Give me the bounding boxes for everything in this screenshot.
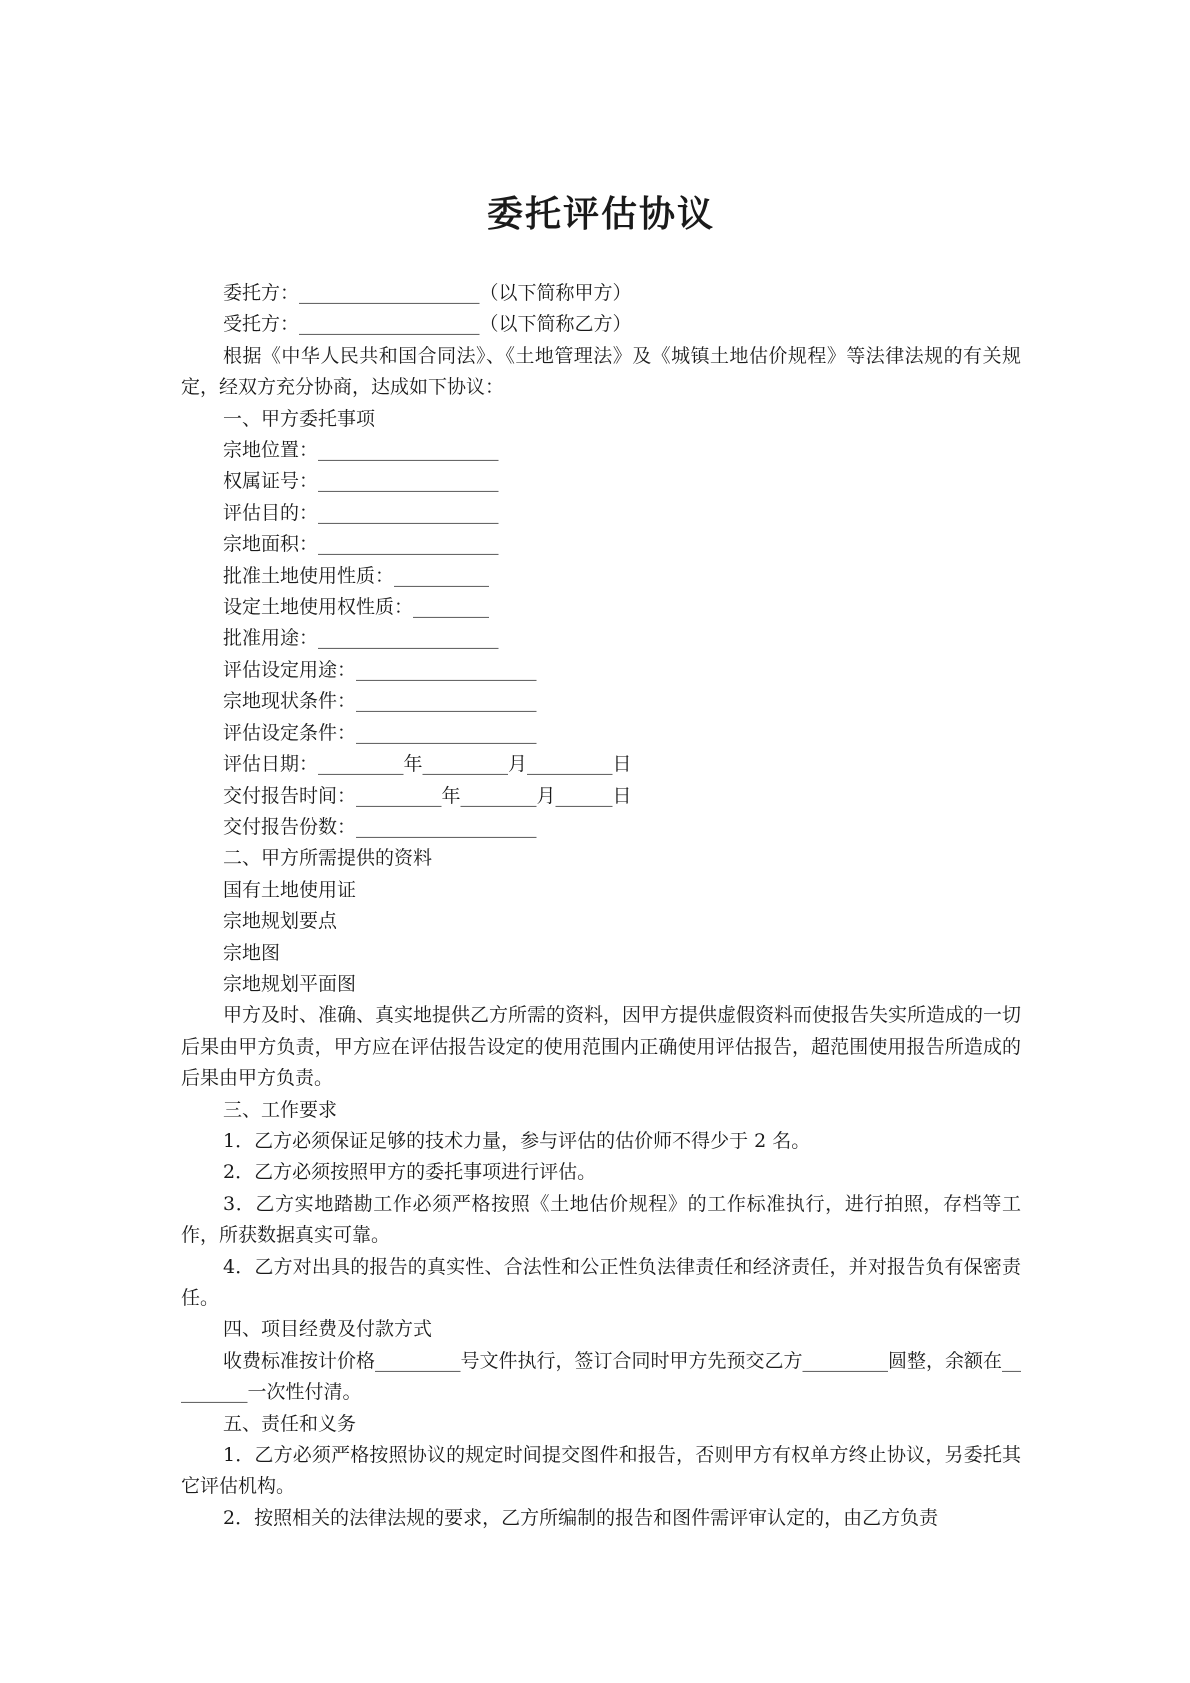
text-line: 交付报告份数：___________________ [223, 815, 537, 838]
text-line: 权属证号：___________________ [223, 470, 499, 493]
text-line: 宗地面积：___________________ [223, 533, 499, 556]
text-line: 五、责任和义务 [223, 1412, 357, 1435]
text-line: 二、甲方所需提供的资料 [223, 847, 433, 870]
text-line: 四、项目经费及付款方式 [223, 1318, 433, 1341]
text-line: 委托方：___________________（以下简称甲方） [223, 282, 632, 304]
paragraph: 收费标准按计价格_________号文件执行，签订合同时甲方先预交乙方_________圆整，余额在_________一次性付清。 [181, 1349, 1022, 1404]
text-line: 1．乙方必须保证足够的技术力量，参与评估的估价师不得少于 2 名。 [223, 1129, 811, 1152]
text-line: 评估设定用途：___________________ [223, 658, 537, 681]
text-line: 2．乙方必须按照甲方的委托事项进行评估。 [223, 1161, 597, 1184]
document-title: 委托评估协议 [486, 194, 715, 235]
text-line: 宗地位置：___________________ [223, 439, 499, 462]
text-line: 2．按照相关的法律法规的要求，乙方所编制的报告和图件需评审认定的，由乙方负责 [223, 1506, 939, 1529]
text-line: 一、甲方委托事项 [223, 407, 376, 430]
text-line: 评估设定条件：___________________ [223, 721, 537, 744]
text-line: 批准用途：___________________ [223, 627, 499, 650]
text-line: 评估日期：_________年_________月_________日 [223, 753, 632, 776]
text-line: 国有土地使用证 [223, 878, 357, 901]
text-line: 评估目的：___________________ [223, 501, 499, 524]
text-line: 宗地规划平面图 [223, 972, 357, 995]
text-line: 宗地规划要点 [223, 910, 338, 933]
text-line: 批准土地使用性质：__________ [223, 564, 490, 587]
paragraph: 4．乙方对出具的报告的真实性、合法性和公正性负法律责任和经济责任，并对报告负有保密责任。 [181, 1255, 1021, 1309]
paragraph: 1．乙方必须严格按照协议的规定时间提交图件和报告，否则甲方有权单方终止协议，另委托其它评估机构。 [181, 1444, 1021, 1498]
text-line: 设定土地使用权性质：________ [223, 596, 490, 619]
text-line: 三、工作要求 [223, 1098, 338, 1121]
paragraph: 甲方及时、准确、真实地提供乙方所需的资料，因甲方提供虚假资料而使报告失实所造成的一切后果由甲方负责，甲方应在评估报告设定的使用范围内正确使用评估报告，超范围使用报告所造成的后果由甲方负责。 [181, 1004, 1022, 1090]
text-line: 宗地现状条件：___________________ [223, 690, 537, 713]
paragraph: 根据《中华人民共和国合同法》、《土地管理法》及《城镇土地估价规程》等法律法规的有关规定，经双方充分协商，达成如下协议： [181, 344, 1021, 399]
text-line: 交付报告时间：_________年________月______日 [223, 784, 632, 807]
text-line: 受托方：___________________（以下简称乙方） [223, 313, 632, 336]
text-line: 宗地图 [223, 941, 281, 964]
document-body [181, 278, 1021, 1534]
paragraph: 3．乙方实地踏勘工作必须严格按照《土地估价规程》的工作标准执行，进行拍照，存档等工作，所获数据真实可靠。 [181, 1192, 1021, 1247]
